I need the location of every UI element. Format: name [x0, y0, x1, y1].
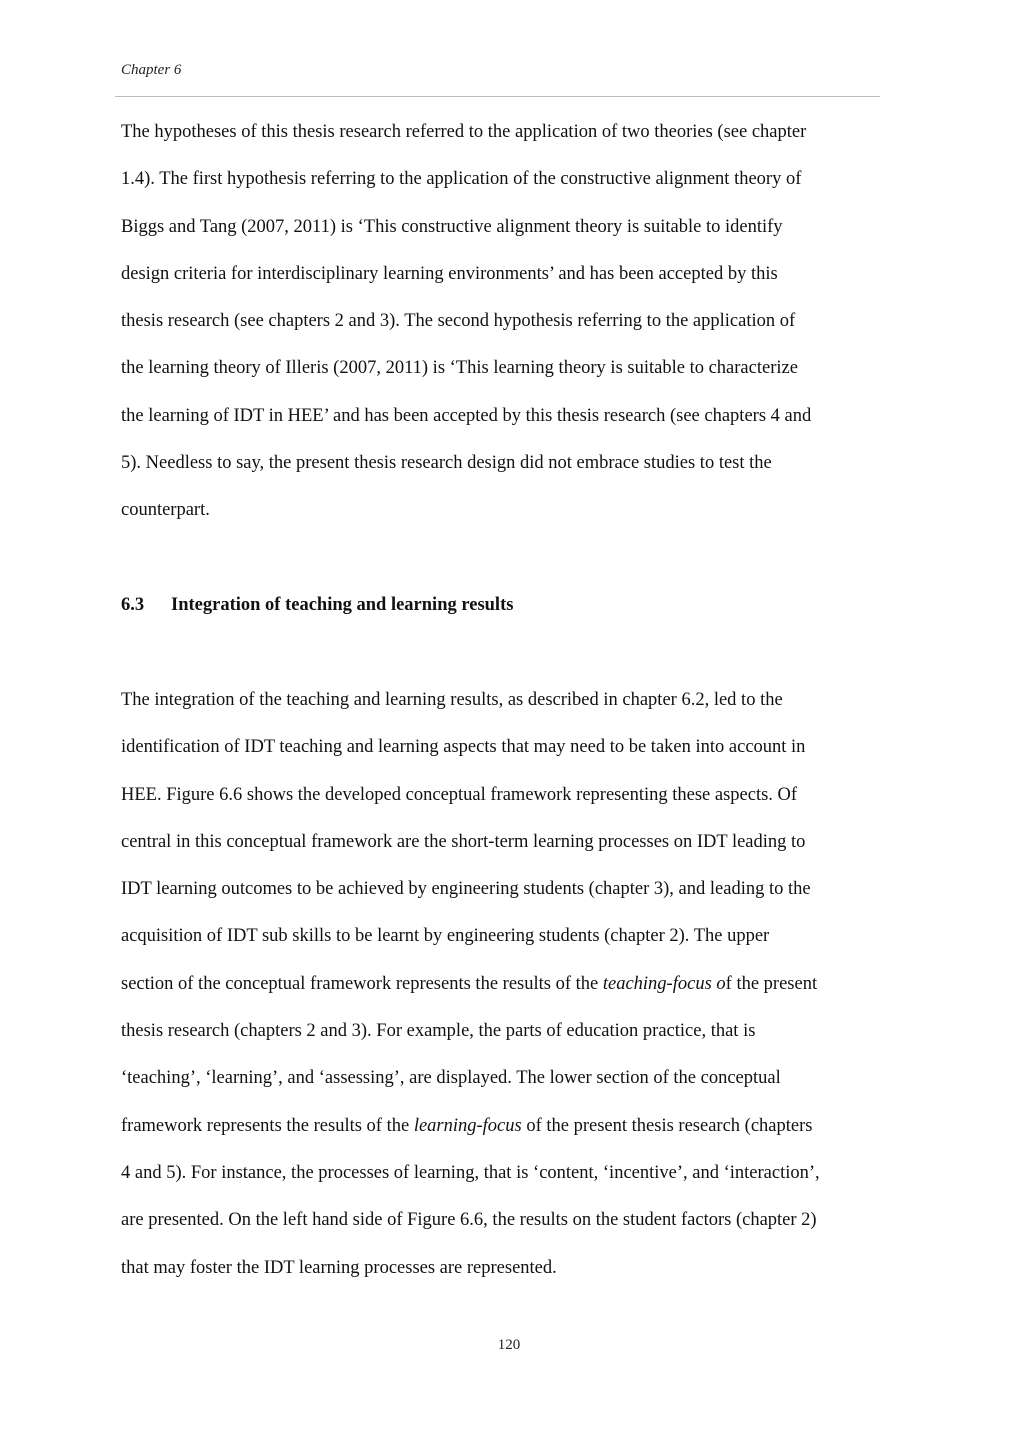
text-line: The integration of the teaching and learning results, as described in chapter 6.2, led to the — [121, 690, 783, 710]
text-line: are presented. On the left hand side of Figure 6.6, the results on the student factors (chapter 2) — [121, 1210, 817, 1231]
text-line: thesis research (chapters 2 and 3). For example, the parts of education practice, that is — [121, 1021, 756, 1042]
section-number: 6.3 — [121, 595, 145, 615]
paragraph-integration — [121, 677, 896, 1292]
text-line: Biggs and Tang (2007, 2011) is ‘This constructive alignment theory is suitable to identify — [121, 216, 783, 237]
text-line: IDT learning outcomes to be achieved by engineering students (chapter 3), and leading to the — [121, 879, 811, 900]
text-line: identification of IDT teaching and learning aspects that may need to be taken into account in — [121, 737, 806, 758]
text-line: acquisition of IDT sub skills to be learnt by engineering students (chapter 2). The upper — [121, 926, 770, 947]
text-line: 4 and 5). For instance, the processes of learning, that is ‘content, ‘incentive’, and ‘interaction’, — [121, 1162, 820, 1183]
italic-term: teaching-focus o — [602, 973, 726, 994]
header-rule — [115, 96, 880, 97]
text-line: counterpart. — [121, 500, 210, 521]
text-line: The hypotheses of this thesis research referred to the application of two theories (see chapter — [121, 122, 807, 142]
text-run: framework represents the results of the — [121, 1115, 414, 1136]
text-line: 1.4). The first hypothesis referring to the application of the constructive alignment theory of — [121, 169, 802, 190]
text-run: of the present thesis research (chapters — [521, 1115, 813, 1136]
text-line: ‘teaching’, ‘learning’, and ‘assessing’, are displayed. The lower section of the conceptual — [121, 1068, 781, 1089]
text-run: f the present — [725, 973, 818, 994]
text-line: design criteria for interdisciplinary learning environments’ and has been accepted by this — [121, 263, 778, 284]
text-line: HEE. Figure 6.6 shows the developed conceptual framework representing these aspects. Of — [121, 784, 798, 805]
section-heading — [121, 595, 513, 616]
paragraph-hypotheses — [121, 109, 896, 535]
text-line: 5). Needless to say, the present thesis research design did not embrace studies to test the — [121, 453, 772, 474]
text-line: thesis research (see chapters 2 and 3). The second hypothesis referring to the application of — [121, 311, 796, 332]
text-line: the learning of IDT in HEE’ and has been accepted by this thesis research (see chapters 4 and — [121, 405, 812, 426]
text-line: that may foster the IDT learning processes are represented. — [121, 1257, 557, 1278]
text-line — [121, 961, 896, 1008]
italic-term: learning-focus — [413, 1115, 522, 1136]
section-title: Integration of teaching and learning results — [171, 595, 514, 615]
text-line: central in this conceptual framework are the short-term learning processes on IDT leading to — [121, 831, 806, 852]
text-run: section of the conceptual framework represents the results of the — [121, 973, 603, 994]
text-line — [121, 1103, 896, 1150]
text-line: the learning theory of Illeris (2007, 2011) is ‘This learning theory is suitable to characterize — [121, 358, 798, 379]
running-head: Chapter 6 — [121, 62, 182, 78]
page-number: 120 — [497, 1337, 521, 1353]
